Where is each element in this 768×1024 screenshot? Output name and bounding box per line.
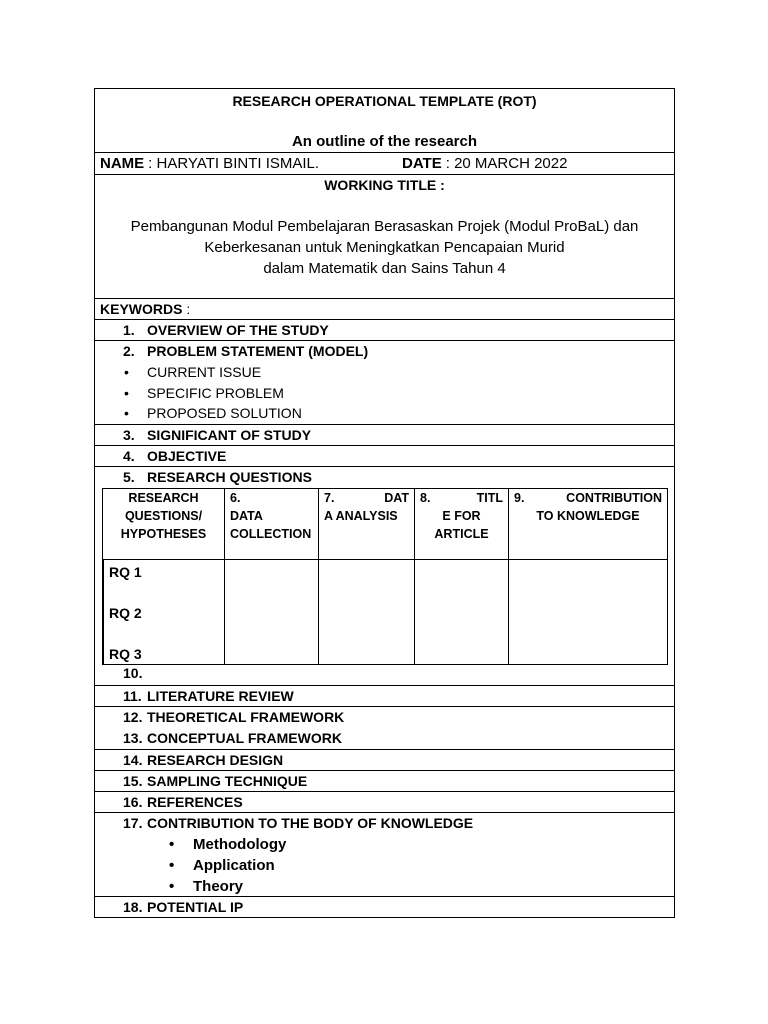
section-number: 1. [123,322,135,338]
section-number: 18. [123,899,143,915]
keywords-row [95,298,674,319]
header-text [420,489,503,507]
section-problem-statement [95,340,674,424]
rq-empty-cell [318,560,414,664]
section-contribution [95,812,674,896]
list-item: • PROPOSED SOLUTION [95,403,674,424]
section-number: 14. [123,752,143,768]
rot-document [94,88,675,918]
keywords-sep: : [182,301,191,317]
working-title-line: Pembangunan Modul Pembelajaran Berasaskan Projek (Modul ProBaL) dan [130,218,639,235]
section-number: 10. [123,665,143,681]
section-heading [95,467,674,488]
section-label: SAMPLING TECHNIQUE [147,773,308,789]
section-label: CONTRIBUTION TO THE BODY OF KNOWLEDGE [147,815,474,831]
section-number: 11. [123,688,142,704]
header-frag: TITL [476,491,503,505]
date-label: DATE [402,155,442,172]
rq-header-data-analysis [318,489,414,560]
section-references [95,791,674,812]
header-text [324,489,409,507]
section-number: 16. [123,794,143,810]
keywords-label: KEYWORDS [100,301,183,317]
section-heading [95,341,674,362]
rq-empty-cell [224,560,318,664]
document-subtitle: An outline of the research [291,133,478,150]
document-title: RESEARCH OPERATIONAL TEMPLATE (ROT) [232,93,537,109]
header-text: QUESTIONS/ [124,509,203,523]
header-text: ARTICLE [434,527,489,541]
header-frag: CONTRIBUTION [566,491,662,505]
rq-label: RQ 2 [109,605,142,621]
header-text: DATA [230,509,263,523]
name-date-row [95,152,674,174]
section-research-questions [95,466,674,685]
section-literature-review [95,685,674,706]
rq-header-contribution [508,489,667,560]
rq-label: RQ 3 [109,646,142,662]
section-label: CONCEPTUAL FRAMEWORK [147,730,342,746]
header-cell [95,89,674,152]
section-label: PROBLEM STATEMENT (MODEL) [147,343,369,359]
section-number: 12. [123,709,143,725]
section-theoretical-framework [95,707,674,728]
header-text [514,489,662,507]
header-text: HYPOTHESES [120,527,207,541]
rq-empty-cell [508,560,667,664]
date-field [402,153,567,174]
list-item: • Theory [95,876,674,897]
section-number: 3. [123,427,135,443]
section-number: 15. [123,773,143,789]
header-num: 9. [514,491,525,505]
list-item: • Application [95,855,674,876]
section-number: 4. [123,448,135,464]
section-label: REFERENCES [147,794,243,810]
header-num: 7. [324,491,335,505]
rq-labels-cell [103,560,224,664]
working-title-line: dalam Matematik dan Sains Tahun 4 [263,260,506,277]
header-text: E FOR [442,509,481,523]
name-label: NAME [100,155,145,172]
name-value: : HARYATI BINTI ISMAIL. [148,155,320,172]
header-text: TO KNOWLEDGE [536,509,640,523]
rq-header-title-article [414,489,508,560]
rq-empty-cell [414,560,508,664]
header-text: RESEARCH [128,491,199,505]
header-frag: DAT [384,491,409,505]
section-label: SIGNIFICANT OF STUDY [147,427,312,443]
list-item: • CURRENT ISSUE [95,362,674,383]
date-value: : 20 MARCH 2022 [445,155,568,172]
section-label: RESEARCH DESIGN [147,752,284,768]
list-item: • SPECIFIC PROBLEM [95,383,674,404]
contribution-bullets [95,834,674,897]
section-label: RESEARCH QUESTIONS [147,469,312,485]
section-number: 2. [123,343,135,359]
working-title-label: WORKING TITLE : [324,177,445,193]
section-label: LITERATURE REVIEW [147,688,294,704]
rq-label: RQ 1 [109,564,142,580]
section-label: OBJECTIVE [147,448,227,464]
rq-header-questions [103,489,224,560]
section-number: 13. [123,730,143,746]
section-potential-ip [95,896,674,917]
working-title-cell [95,174,674,298]
section-frameworks [95,706,674,749]
section-objective [95,445,674,466]
section-conceptual-framework [95,728,674,749]
section-label: OVERVIEW OF THE STUDY [147,322,329,338]
section-number: 5. [123,469,135,485]
section-label: THEORETICAL FRAMEWORK [147,709,345,725]
section-sampling-technique [95,770,674,791]
section-significance [95,424,674,445]
list-item: • Methodology [95,834,674,855]
working-title-line: Keberkesanan untuk Meningkatkan Pencapaian Murid [204,239,565,256]
working-title-text [95,216,674,279]
section-overview [95,319,674,340]
problem-bullets [95,362,674,424]
header-text: 6. [230,491,241,505]
header-num: 8. [420,491,431,505]
section-label: POTENTIAL IP [147,899,244,915]
section-heading [95,813,674,834]
section-research-design [95,749,674,770]
header-text: A ANALYSIS [324,509,398,523]
rq-header-data-collection [224,489,318,560]
header-text: COLLECTION [230,527,312,541]
section-number: 17. [123,815,143,831]
rq-table [102,488,668,665]
